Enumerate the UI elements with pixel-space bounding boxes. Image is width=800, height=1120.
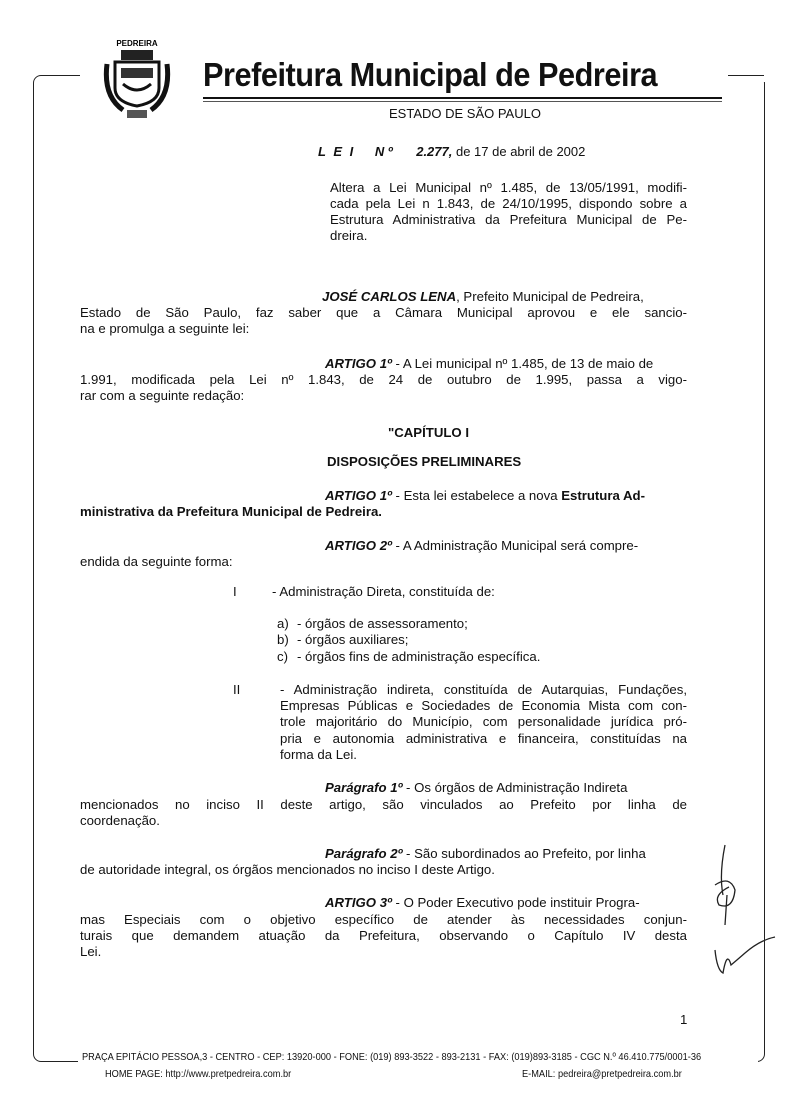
section-heading: DISPOSIÇÕES PRELIMINARES [327,454,522,469]
item-key: c) [277,649,288,664]
item-key: a) [277,616,289,631]
text: - A Administração Municipal será compre- [391,538,639,553]
paragraph-line [325,780,627,796]
article-line [325,356,653,372]
text: - Esta lei estabelece a nova [391,488,562,503]
inciso-text: pria e autonomia administrativa e financeira, constituídas na [280,731,687,746]
item-key: b) [277,632,289,647]
footer-email[interactable]: E-MAIL: pedreira@pretpedreira.com.br [522,1068,682,1080]
paragraph-line: coordenação. [80,813,160,828]
paragraph-label: Parágrafo 2º [325,846,403,861]
article-label: ARTIGO 1º [325,356,392,371]
law-label: L E I [318,144,356,159]
article-label: ARTIGO 3º [325,895,392,910]
paragraph-line [325,846,646,862]
title-underline [203,97,722,99]
footer-address: PRAÇA EPITÁCIO PESSOA,3 - CENTRO - CEP: 13920-000 - FONE: (019) 893-3522 - 893-2131 - FAX: (019)893-3185 - CGC N.º 46.410.775/0001-36 [82,1051,702,1063]
handwritten-signature [705,835,790,980]
paragraph-label: Parágrafo 1º [325,780,403,795]
border-line-top-right [728,75,764,76]
state-subtitle: ESTADO DE SÃO PAULO [389,106,541,121]
item-text: - órgãos de assessoramento; [297,616,468,631]
law-heading [318,144,585,159]
article-label: ARTIGO 1º [325,488,392,503]
inciso-number: I [233,584,237,599]
inciso-text: - Administração indireta, constituída de Autarquias, Fundações, [280,682,687,697]
article-line: ministrativa da Prefeitura Municipal de Pedreira. [80,504,382,519]
preamble-line: Estado de São Paulo, faz saber que a Câmara Municipal aprovou e ele sancio- [80,305,687,320]
article-line: turais que demandem atuação da Prefeitura, observando o Capítulo IV desta [80,928,687,943]
text: - A Lei municipal nº 1.485, de 13 de maio de [391,356,654,371]
ementa-line: Estrutura Administrativa da Prefeitura Municipal de Pe- [330,212,687,227]
paragraph-line: de autoridade integral, os órgãos mencionados no inciso I deste Artigo. [80,862,495,877]
ementa-line: Altera a Lei Municipal nº 1.485, de 13/05/1991, modifi- [330,180,687,195]
chapter-heading: "CAPÍTULO I [388,425,469,440]
law-number: 2.277, [416,144,453,159]
article-line [325,488,687,504]
article-line: endida da seguinte forma: [80,554,233,569]
inciso-text: trole majoritário do Município, com personalidade jurídica pró- [280,714,687,729]
article-line [325,895,640,911]
text: - O Poder Executivo pode instituir Progra- [391,895,640,910]
inciso-number: II [233,682,241,697]
law-no: N º [374,144,393,159]
text: , Prefeito Municipal de Pedreira, [456,289,644,304]
article-label: ARTIGO 2º [325,538,392,553]
item-text: - órgãos auxiliares; [297,632,409,647]
svg-text:PEDREIRA: PEDREIRA [116,39,158,48]
inciso-text: forma da Lei. [280,747,357,762]
article-line: 1.991, modificada pela Lei nº 1.843, de 24 de outubro de 1.995, passa a vigo- [80,372,687,387]
title-underline-thin [203,101,722,102]
inciso-text: - Administração Direta, constituída de: [272,584,495,599]
city-seal-logo [103,36,171,122]
text: - São subordinados ao Prefeito, por linha [402,846,646,861]
text: - Os órgãos de Administração Indireta [402,780,628,795]
ementa-line: dreira. [330,228,368,243]
item-text: - órgãos fins de administração específica. [297,649,541,664]
paragraph-line: mencionados no inciso II deste artigo, são vinculados ao Prefeito por linha de [80,797,687,812]
article-line: mas Especiais com o objetivo específico de atender às necessidades conjun- [80,912,687,927]
preamble-line [322,289,687,305]
article-line: Lei. [80,944,102,959]
ementa-line: cada pela Lei n 1.843, de 24/10/1995, dispondo sobre a [330,196,687,211]
inciso-text: Empresas Públicas e Sociedades de Economia Mista com con- [280,698,687,713]
letterhead-title: Prefeitura Municipal de Pedreira [203,56,658,93]
law-date: de 17 de abril de 2002 [452,144,586,159]
page-number: 1 [680,1012,688,1027]
article-line: rar com a seguinte redação: [80,388,245,403]
article-line [325,538,638,554]
preamble-line: na e promulga a seguinte lei: [80,321,250,336]
mayor-name: JOSÉ CARLOS LENA [322,289,457,304]
text: Estrutura Ad- [561,488,645,503]
footer-homepage[interactable]: HOME PAGE: http://www.pretpedreira.com.br [105,1068,292,1080]
